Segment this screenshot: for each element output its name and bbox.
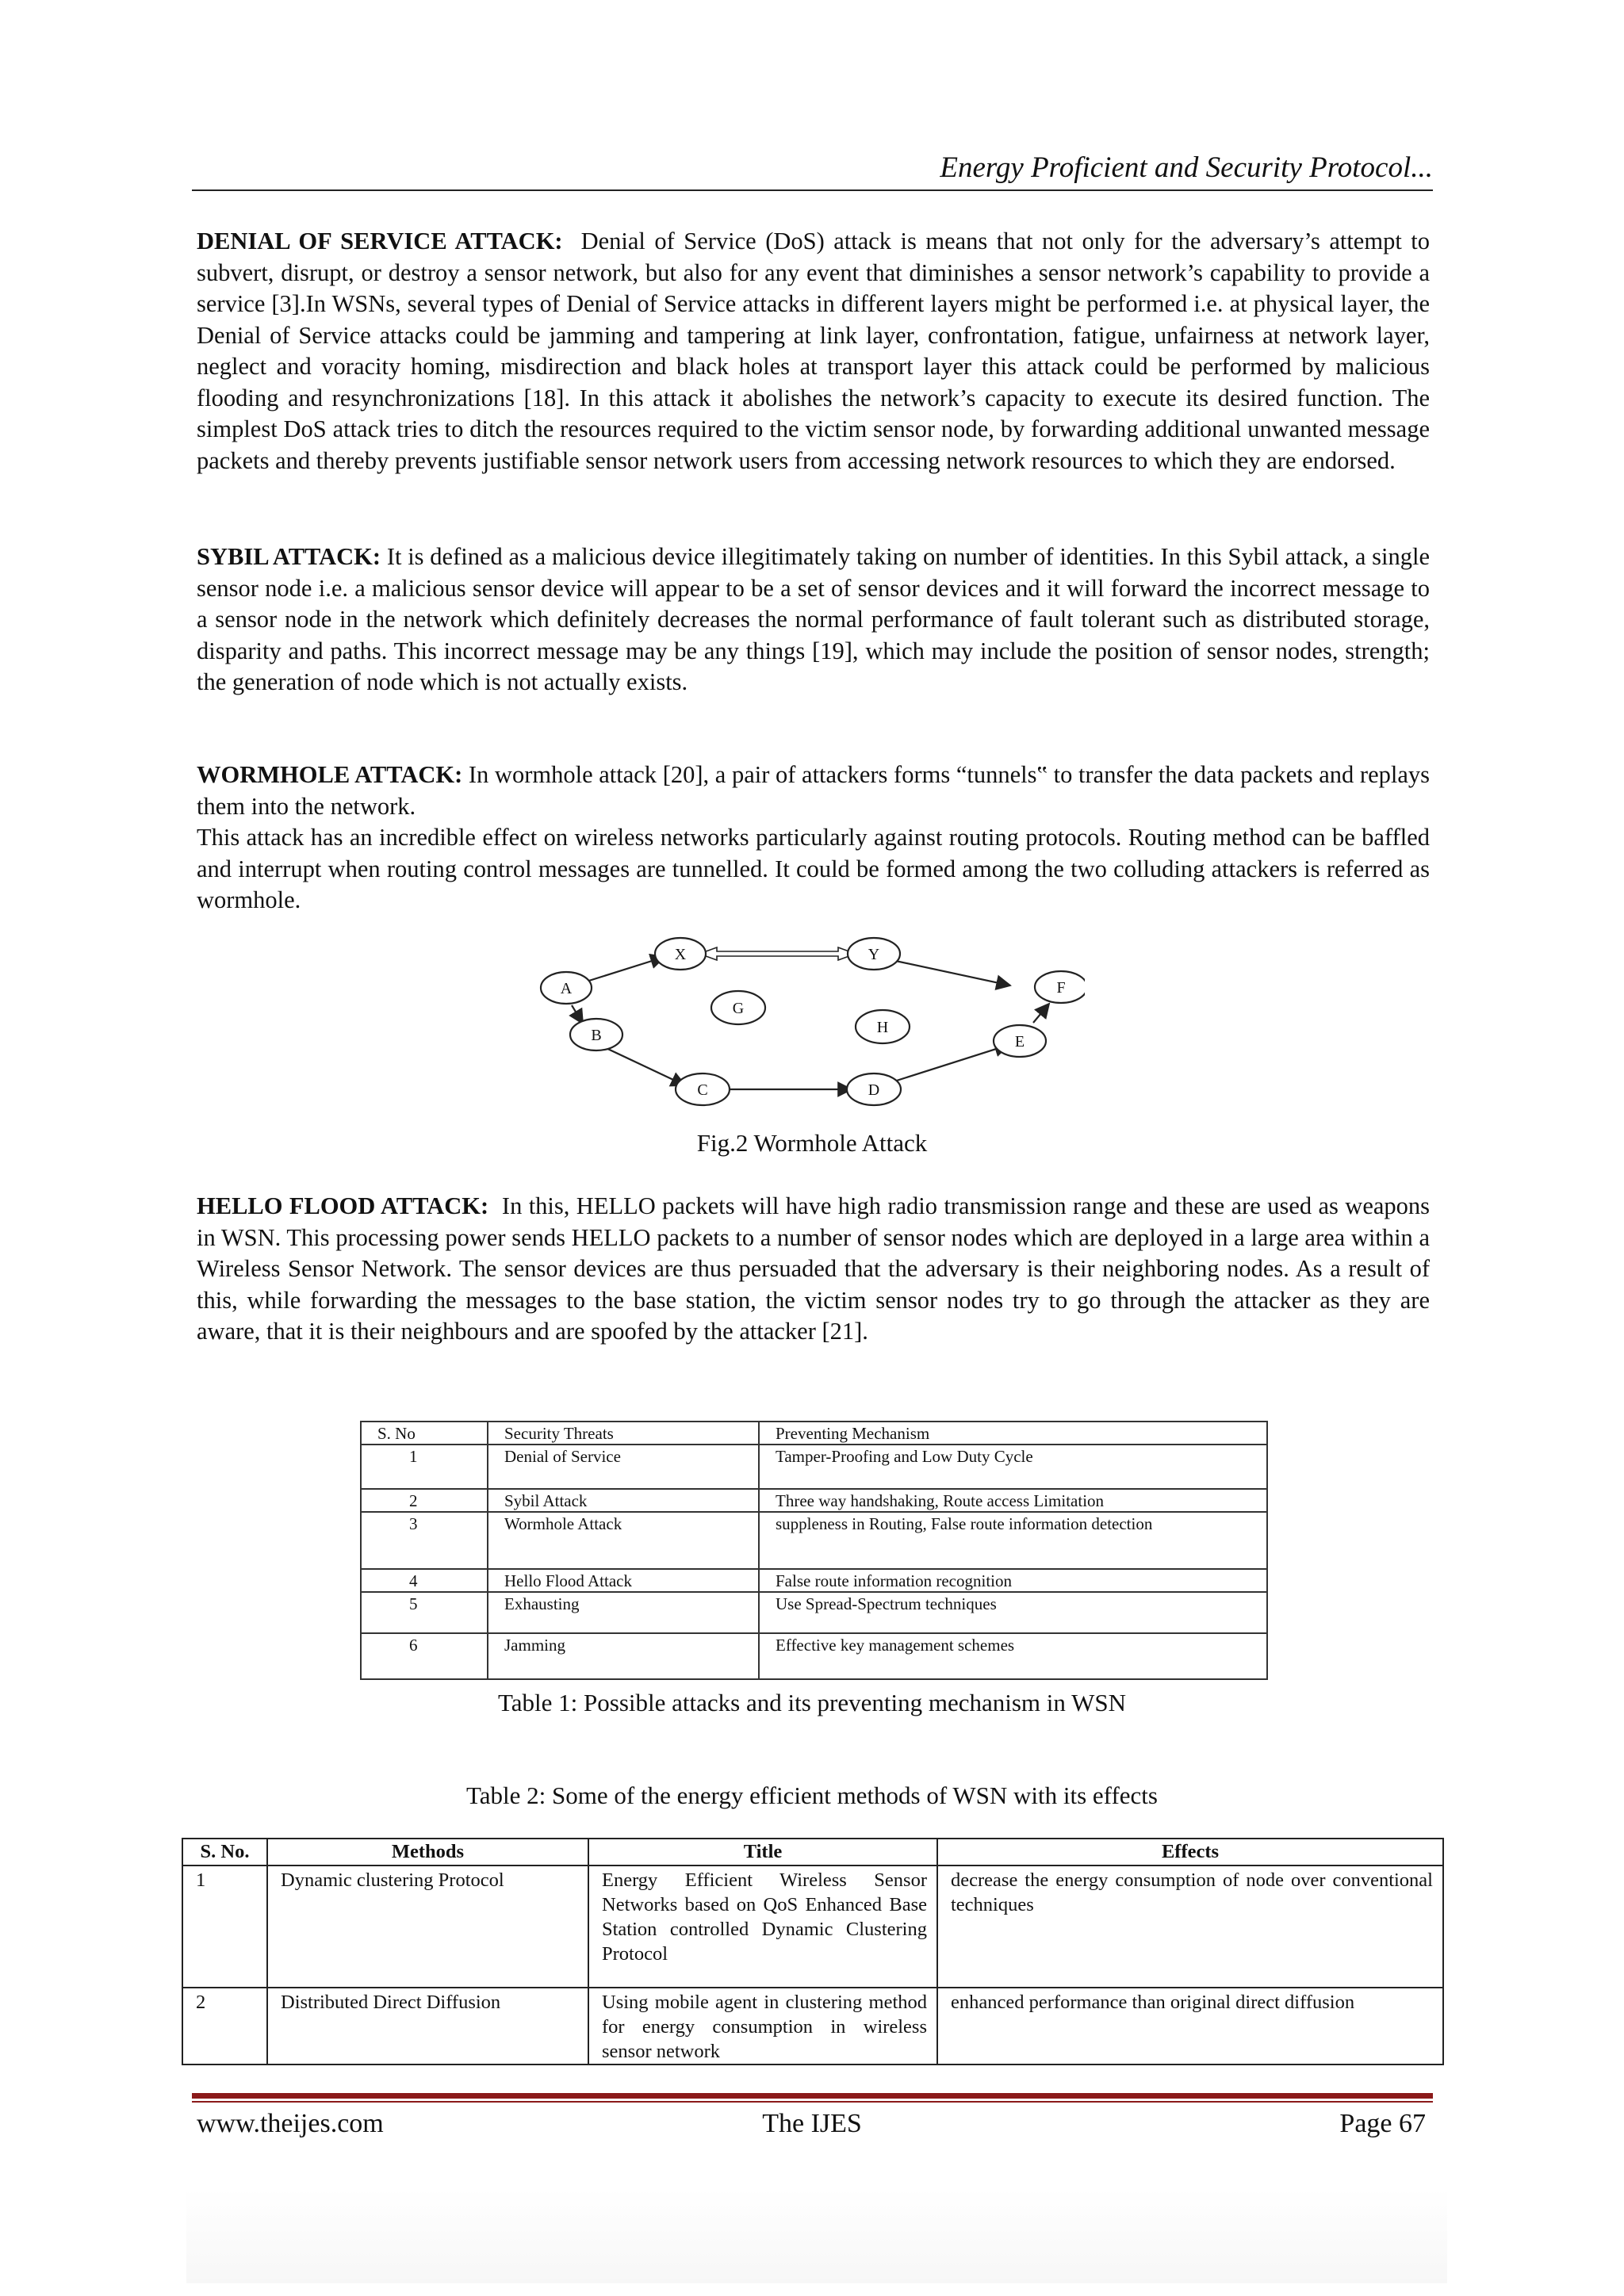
table-cell: Exhausting xyxy=(488,1592,759,1633)
table-cell: Wormhole Attack xyxy=(488,1512,759,1569)
section-text: Denial of Service (DoS) attack is means that not only for the adversary’s attempt to subvert, disrupt, or destroy a sensor network, but also for any event that diminishes a sensor network’s capability to provide a service [3].In WSNs, several types of Denial of Service attacks in different layers might be performed i.e. at physical layer, the Denial of Service attacks could be jamming and tampering at link layer, confrontation, fatigue, unfairness at network layer, neglect and voracity homing, misdirection and black holes at transport layer this attack could be performed by malicious flooding and resynchronizations [18]. In this attack it abolishes the network’s capacity to execute its desired function. The simplest DoS attack tries to ditch the resources required to the victim sensor node, by forwarding additional unwanted message packets and thereby prevents justifiable sensor network users from accessing network resources to which they are endorsed. xyxy=(197,228,1431,474)
table-cell: suppleness in Routing, False route information detection xyxy=(759,1512,1267,1569)
table-row xyxy=(361,1445,1267,1489)
section-heading: WORMHOLE ATTACK: xyxy=(197,761,463,788)
column-header: Preventing Mechanism xyxy=(759,1422,1267,1445)
table-row xyxy=(361,1633,1267,1679)
column-header: Security Threats xyxy=(488,1422,759,1445)
table-cell: 3 xyxy=(361,1512,488,1569)
column-header: Effects xyxy=(937,1839,1443,1866)
section-wormhole-attack xyxy=(197,760,1430,916)
table-energy-methods xyxy=(182,1838,1444,2065)
table-cell: Sybil Attack xyxy=(488,1489,759,1512)
node-label: D xyxy=(868,1081,880,1099)
edge-a-x xyxy=(579,957,665,984)
edge-d-e xyxy=(887,1045,1009,1084)
column-header: S. No. xyxy=(182,1839,267,1866)
tunnel-x-y xyxy=(699,947,856,960)
table-cell: False route information recognition xyxy=(759,1569,1267,1592)
table-cell: 5 xyxy=(361,1592,488,1633)
node-label: A xyxy=(560,980,573,997)
node-label: C xyxy=(697,1081,708,1099)
edge-b-c xyxy=(601,1046,685,1085)
table-cell: Energy Efficient Wireless Sensor Networks based on QoS Enhanced Base Station controlled Dynamic Clustering Protocol xyxy=(588,1866,937,1988)
table-row xyxy=(182,1866,1443,1988)
footer-journal: The IJES xyxy=(762,2109,862,2138)
table-row xyxy=(361,1512,1267,1569)
figure-caption: Fig.2 Wormhole Attack xyxy=(696,1129,928,1157)
edge-e-f xyxy=(1033,1004,1049,1023)
table-cell: 2 xyxy=(182,1988,267,2064)
table-row xyxy=(361,1569,1267,1592)
table-cell: Tamper-Proofing and Low Duty Cycle xyxy=(759,1445,1267,1489)
section-heading: SYBIL ATTACK: xyxy=(197,543,381,570)
section-sybil-attack xyxy=(197,541,1430,698)
column-header: Methods xyxy=(267,1839,588,1866)
footer-page-number: Page 67 xyxy=(1339,2109,1426,2138)
table-cell: 4 xyxy=(361,1569,488,1592)
footer-website: www.theijes.com xyxy=(197,2109,384,2138)
column-header: S. No xyxy=(361,1422,488,1445)
table-cell: enhanced performance than original direct diffusion xyxy=(937,1988,1443,2064)
section-heading: DENIAL OF SERVICE ATTACK: xyxy=(197,228,563,254)
table-cell: Denial of Service xyxy=(488,1445,759,1489)
section-text-continued: This attack has an incredible effect on wireless networks particularly against routing protocols. Routing method can be baffled and interrupt when routing control messages are tunnelled. It could be formed among the two colluding attackers is referred as wormhole. xyxy=(197,824,1430,913)
table-row xyxy=(361,1592,1267,1633)
table-cell: 1 xyxy=(361,1445,488,1489)
table-cell: Distributed Direct Diffusion xyxy=(267,1988,588,2064)
table-cell: Dynamic clustering Protocol xyxy=(267,1866,588,1988)
table-cell: Effective key management schemes xyxy=(759,1633,1267,1679)
table-cell: Hello Flood Attack xyxy=(488,1569,759,1592)
node-label: H xyxy=(876,1019,889,1036)
table1-caption: Table 1: Possible attacks and its preventing mechanism in WSN xyxy=(498,1689,1126,1716)
node-label: F xyxy=(1056,979,1066,997)
running-title: Energy Proficient and Security Protocol... xyxy=(940,151,1433,184)
section-heading: HELLO FLOOD ATTACK: xyxy=(197,1192,489,1219)
section-denial-of-service xyxy=(197,226,1430,476)
scan-shadow xyxy=(186,2188,1447,2283)
table-cell: Using mobile agent in clustering method for energy consumption in wireless sensor network xyxy=(588,1988,937,2064)
wormhole-attack-diagram xyxy=(530,926,1085,1116)
table-header-row xyxy=(361,1422,1267,1445)
table-row xyxy=(361,1489,1267,1512)
node-label: B xyxy=(591,1027,602,1044)
node-label: X xyxy=(674,946,687,963)
footer-divider xyxy=(192,2093,1433,2103)
table-attacks-prevention xyxy=(360,1421,1268,1680)
table-cell: Jamming xyxy=(488,1633,759,1679)
section-text: In this, HELLO packets will have high radio transmission range and these are used as weapons in WSN. This processing power sends HELLO packets to a number of sensor nodes which are deployed in a large area within a Wireless Sensor Network. The sensor devices are thus persuaded that the adversary is their neighboring nodes. As a result of this, while forwarding the messages to the base station, the victim sensor nodes try to go through the attacker as they are aware, that it is their neighbours and are spoofed by the attacker [21]. xyxy=(197,1192,1431,1345)
table2-caption: Table 2: Some of the energy efficient methods of WSN with its effects xyxy=(466,1781,1158,1809)
table-row xyxy=(182,1988,1443,2064)
table-cell: Three way handshaking, Route access Limitation xyxy=(759,1489,1267,1512)
section-text: It is defined as a malicious device illegitimately taking on number of identities. In this Sybil attack, a single sensor node i.e. a malicious sensor device will appear to be a set of sensor devices and it will forward the incorrect message to a sensor node in the network which definitely decreases the normal performance of fault tolerant such as distributed storage, disparity and paths. This incorrect message may be any things [19], which may include the position of sensor nodes, strength; the generation of node which is not actually exists. xyxy=(197,543,1431,695)
table-header-row xyxy=(182,1839,1443,1866)
node-label: E xyxy=(1014,1033,1025,1050)
edge-y-f xyxy=(888,959,1010,985)
running-header xyxy=(192,151,1433,191)
table-cell: decrease the energy consumption of node over conventional techniques xyxy=(937,1866,1443,1988)
table-cell: 2 xyxy=(361,1489,488,1512)
table-cell: 6 xyxy=(361,1633,488,1679)
node-label: G xyxy=(732,1000,745,1017)
section-text: In wormhole attack [20], a pair of attackers forms “tunnels‟ to transfer the data packets and replays them into the network. xyxy=(197,761,1430,820)
table-cell: 1 xyxy=(182,1866,267,1988)
table-cell: Use Spread-Spectrum techniques xyxy=(759,1592,1267,1633)
section-hello-flood-attack xyxy=(197,1191,1430,1348)
column-header: Title xyxy=(588,1839,937,1866)
node-label: Y xyxy=(868,946,880,963)
